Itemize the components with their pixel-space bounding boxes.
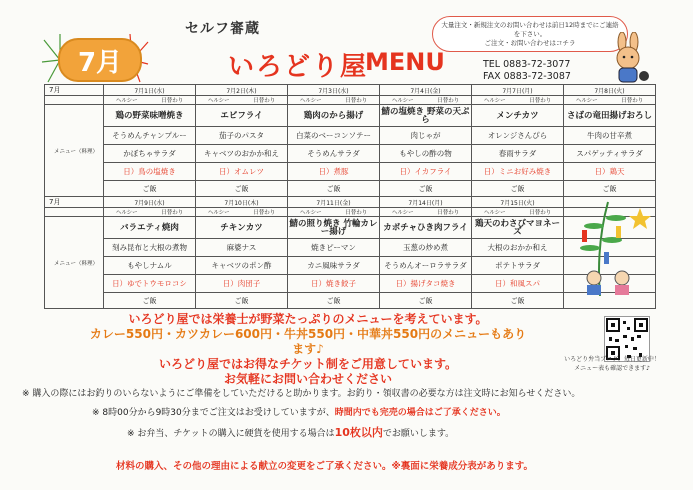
sub-healthy: ヘルシー: [207, 98, 230, 104]
sub-daily: 日替わり: [529, 210, 552, 216]
side-dish-1: 茄子のパスタ: [196, 127, 288, 145]
date-cell: 7月1日(水): [104, 85, 196, 96]
daily-dish: 日）イカフライ: [380, 163, 472, 181]
note-coins-a: ※ お弁当、チケットの購入に硬貨を使用する場合は: [127, 429, 335, 439]
side-dish-2: カニ風味サラダ: [288, 257, 380, 275]
sub-header: [380, 208, 472, 217]
week-1: [45, 85, 656, 197]
main-dish: 鯖の照り焼き 竹輪カレー揚げ: [288, 217, 380, 239]
daily-dish: 日）鶏天: [564, 163, 656, 181]
sub-daily: 日替わり: [345, 210, 368, 216]
notice-line-2: ご注文・お問い合わせはコチラ: [484, 39, 576, 47]
side-dish-2: そうめんサラダ: [288, 145, 380, 163]
side-dish-1: そうめんチャンプルー: [104, 127, 196, 145]
rice: ご飯: [104, 181, 196, 197]
date-cell: 7月8日(火): [564, 85, 656, 96]
side-dish-1: 刻み昆布と大根の煮物: [104, 239, 196, 257]
side-dish-2: もやしナムル: [104, 257, 196, 275]
side-dish-2: 春雨サラダ: [472, 145, 564, 163]
sub-daily: 日替わり: [161, 98, 184, 104]
month-label: 7月: [45, 85, 104, 96]
date-cell: 7月11日(金): [288, 197, 380, 208]
main-dish: 鯖の塩焼き 野菜の天ぷら: [380, 105, 472, 127]
main-dish: チキンカツ: [196, 217, 288, 239]
sub-header: [564, 96, 656, 105]
table-row: [45, 105, 656, 127]
main-dish: 鶏の野菜味噌焼き: [104, 105, 196, 127]
sub-healthy: ヘルシー: [483, 210, 506, 216]
table-row: [45, 163, 656, 181]
main-dish: 鶏肉のから揚げ: [288, 105, 380, 127]
sub-healthy: ヘルシー: [575, 98, 598, 104]
daily-dish: 日）オムレツ: [196, 163, 288, 181]
side-dish-1: 玉葱の炒め煮: [380, 239, 472, 257]
side-dish-2: ポテトサラダ: [472, 257, 564, 275]
table-row: [45, 127, 656, 145]
sub-header: [104, 96, 196, 105]
side-dish-2: そうめんオーロラサラダ: [380, 257, 472, 275]
side-dish-2: スパゲッティサラダ: [564, 145, 656, 163]
blank-cell: [45, 208, 104, 217]
side-dish-1: 白菜のベーコンソテー: [288, 127, 380, 145]
notes: [22, 385, 672, 444]
sub-daily: 日替わり: [161, 210, 184, 216]
date-cell: 7月10日(木): [196, 197, 288, 208]
blog-caption-line-2: メニュー表も確認できます♪: [574, 365, 650, 372]
rice: ご飯: [380, 293, 472, 309]
side-dish-2: キャベツのおかか和え: [196, 145, 288, 163]
fax-number: FAX 0883-72-3087: [483, 71, 571, 82]
notice-line-1: 大量注文・新規注文のお問い合わせは前日12時までにご連絡を下さい。: [441, 21, 619, 38]
date-cell: 7月14日(月): [380, 197, 472, 208]
month-label: 7月: [45, 197, 104, 208]
promo-line-1: いろどり屋では栄養士が野菜たっぷりのメニューを考えています。: [128, 312, 488, 326]
shop-title: いろどり屋: [228, 52, 369, 82]
main-dish: メンチカツ: [472, 105, 564, 127]
main-dish: バラエティ焼肉: [104, 217, 196, 239]
date-cell: 7月2日(木): [196, 85, 288, 96]
rice: ご飯: [288, 293, 380, 309]
daily-dish: 日）ゆでトウモロコシ: [104, 275, 196, 293]
side-dish-1: 大根のおかか和え: [472, 239, 564, 257]
main-dish: さばの竜田揚げおろし: [564, 105, 656, 127]
promo-line-3: いろどり屋ではお得なチケット制をご用意しています。: [159, 357, 457, 371]
note-coins-limit: 10枚以内: [334, 426, 383, 439]
rice: ご飯: [196, 181, 288, 197]
daily-dish: 日）ミニお好み焼き: [472, 163, 564, 181]
side-dish-1: 焼きピーマン: [288, 239, 380, 257]
sub-healthy: ヘルシー: [115, 98, 138, 104]
rabbit-mascot-icon: [606, 32, 650, 84]
sub-daily: 日替わり: [621, 98, 644, 104]
side-dish-2: もやしの酢の物: [380, 145, 472, 163]
sub-daily: 日替わり: [253, 98, 276, 104]
brand-name: セルフ審蔵: [185, 21, 260, 37]
daily-dish: 日）鳥の塩焼き: [104, 163, 196, 181]
daily-dish: 日）和風スパ: [472, 275, 564, 293]
promo-line-4: お気軽にお問い合わせください: [223, 372, 392, 386]
side-dish-2: キャベツのポン酢: [196, 257, 288, 275]
sub-header: [288, 96, 380, 105]
side-dish-1: 麻婆ナス: [196, 239, 288, 257]
side-dish-2: かぼちゃサラダ: [104, 145, 196, 163]
side-dish-1: オレンジさんぴら: [472, 127, 564, 145]
table-row: [45, 85, 656, 96]
sub-healthy: ヘルシー: [391, 210, 414, 216]
date-cell: 7月4日(金): [380, 85, 472, 96]
date-cell: 7月9日(水): [104, 197, 196, 208]
daily-dish: 日）煮豚: [288, 163, 380, 181]
menu-title: MENU: [365, 48, 445, 76]
sub-header: [380, 96, 472, 105]
rice: ご飯: [380, 181, 472, 197]
sub-healthy: ヘルシー: [391, 98, 414, 104]
rice: ご飯: [288, 181, 380, 197]
month-badge: 7月: [58, 38, 142, 82]
date-cell: 7月15日(火): [472, 197, 564, 208]
note-order-time-b: 時間内でも完売の場合はご了承ください。: [334, 408, 506, 418]
final-note: 材料の購入、その他の理由による献立の変更をご了承ください。※裏面に栄養成分表があります。: [116, 461, 533, 472]
daily-dish: 日）肉団子: [196, 275, 288, 293]
sub-daily: 日替わり: [253, 210, 276, 216]
sub-daily: 日替わり: [437, 98, 460, 104]
tanabata-decoration: [560, 196, 656, 296]
blog-caption-line-1: いろどり弁当ブログ、毎日更新中！: [564, 356, 660, 363]
table-row: [45, 181, 656, 197]
note-payment: ※ 購入の際にはお釣りのいらないようにご準備をしていただけると助かります。お釣り・領収書の必要な方は注文時にお知らせください。: [22, 389, 581, 399]
sub-header: [196, 96, 288, 105]
rice: ご飯: [196, 293, 288, 309]
blank-cell: [45, 96, 104, 105]
sub-healthy: ヘルシー: [207, 210, 230, 216]
sub-header: [472, 208, 564, 217]
side-dish-1: 牛肉の甘辛煮: [564, 127, 656, 145]
sub-daily: 日替わり: [529, 98, 552, 104]
note-order-time-a: ※ 8時00分から9時30分までご注文はお受けしていますが、: [92, 408, 335, 418]
table-row: [45, 145, 656, 163]
table-row: [45, 96, 656, 105]
main-dish: カボチャひき肉フライ: [380, 217, 472, 239]
rice: ご飯: [472, 293, 564, 309]
sub-daily: 日替わり: [437, 210, 460, 216]
contact-info: [483, 59, 571, 83]
sub-healthy: ヘルシー: [115, 210, 138, 216]
rice: ご飯: [564, 181, 656, 197]
rice: ご飯: [104, 293, 196, 309]
sub-header: [472, 96, 564, 105]
main-dish: エビフライ: [196, 105, 288, 127]
note-order-time: [22, 404, 672, 423]
blog-caption: [537, 355, 687, 373]
note-coins-c: でお願いします。: [382, 429, 455, 439]
sub-header: [104, 208, 196, 217]
sub-healthy: ヘルシー: [483, 98, 506, 104]
sub-header: [196, 208, 288, 217]
date-cell: 7月3日(水): [288, 85, 380, 96]
sub-healthy: ヘルシー: [299, 98, 322, 104]
daily-dish: 日）焼き餃子: [288, 275, 380, 293]
menu-row-label: メニュー（料理）: [45, 105, 104, 197]
promo-block: [88, 312, 528, 387]
menu-row-label: メニュー（料理）: [45, 217, 104, 309]
sub-header: [288, 208, 380, 217]
daily-dish: 日）揚げタコ焼き: [380, 275, 472, 293]
rice: ご飯: [472, 181, 564, 197]
promo-line-2: カレー550円・カツカレー600円・牛丼550円・中華丼550円のメニューもあります♪: [89, 327, 527, 356]
note-coins: [22, 423, 672, 444]
tel-number: TEL 0883-72-3077: [483, 59, 571, 70]
main-dish: 鶏天のわさびマヨネーズ: [472, 217, 564, 239]
date-cell: 7月7日(月): [472, 85, 564, 96]
sub-daily: 日替わり: [345, 98, 368, 104]
side-dish-1: 肉じゃが: [380, 127, 472, 145]
sub-healthy: ヘルシー: [299, 210, 322, 216]
notice-bubble: [432, 16, 628, 52]
